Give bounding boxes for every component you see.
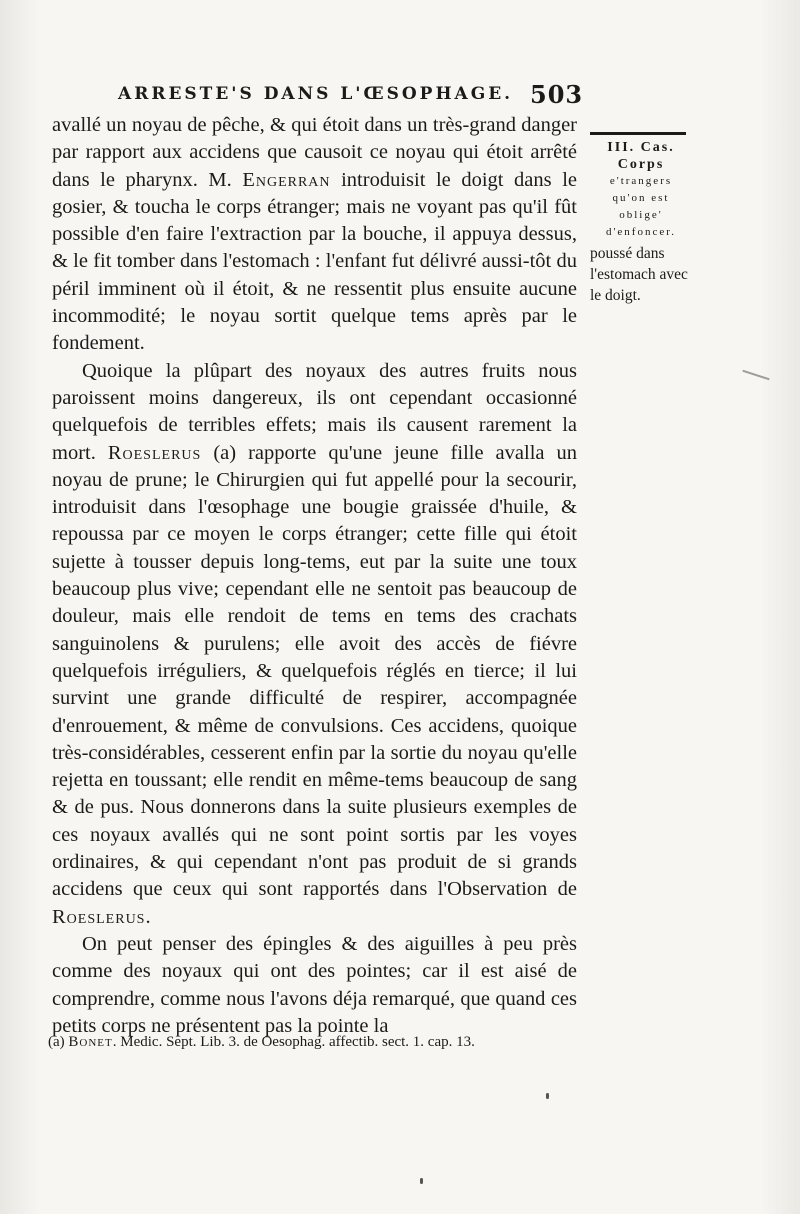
footnote-marker: (a) <box>48 1034 65 1050</box>
footnote-author: Bonet <box>68 1034 113 1050</box>
text-segment: . <box>145 905 151 928</box>
marginal-heading: qu'on est <box>612 192 670 204</box>
marginal-heading: oblige' <box>619 209 663 221</box>
text-segment: avallé un noyau de pêche, & qui étoit dans un très-grand danger par rapport aux accidens que causoit ce noyau qui étoit arrêté dans le pharynx. M. <box>52 114 577 191</box>
author-name: Engerran <box>242 168 331 191</box>
author-name: Roeslerus <box>52 905 146 928</box>
marginal-body: poussé dans l'estomach avec le doigt. <box>590 245 688 304</box>
text-segment: (a) rapporte qu'une jeune fille avalla un noyau de prune; le Chirurgien qui fut appellé pour la secourir, introduisit dans l'œsophage une bougie graissée d'huile, & repoussa par ce moyen le corps étranger; cette fille qui étoit sujette à tousser depuis long-tems, eut par la suite une toux beaucoup plus vive; cependant elle ne sentoit pas beaucoup de douleur, mais elle rendoit de tems en tems des crachats sanguinolens & purulens; elle avoit des accès de fiévre quelquefois irréguliers, & quelquefois réglés en tierce; il lui survint une grande difficulté de respirer, accompagnée d'enrouement, & même de convulsions. Ces accidens, quoique très-considérables, cesserent enfin par la sortie du noyau qu'elle rejetta en toussant; elle rendit en même-tems beaucoup de sang & de pus. Nous donnerons dans la suite plusieurs exemples de ces noyaux avallés qui ne sont point sortis par les voyes ordinaires, & qui cependant n'ont pas produit de si grands accidens que ceux qui sont rapportés dans l'Observation de <box>52 441 577 901</box>
marginal-heading: e'trangers <box>609 175 673 187</box>
main-text <box>52 112 577 1040</box>
paragraph-2 <box>52 358 577 931</box>
marginal-heading: d'enfoncer. <box>605 226 677 238</box>
text-segment: On peut penser des épingles & des aiguilles à peu près comme des noyaux qui ont des pointes; car il est aisé de comprendre, comme nous l'avons déja remarqué, que quand ces petits corps ne présentent pas la pointe la <box>52 932 577 1037</box>
paragraph-3 <box>52 931 577 1040</box>
text-segment: introduisit le doigt dans le gosier, & toucha le corps étranger; mais ne voyant pas qu'il fût possible d'en faire l'extraction par la bouche, il appuya dessus, & le fit tomber dans l'estomach : l'enfant fut délivré aussi-tôt du péril imminent où il étoit, & ne ressentit plus ensuite aucune incommodité; le noyau sortit quelque tems après par le fondement. <box>52 168 577 355</box>
paper-blemish <box>742 370 769 381</box>
page-number: 503 <box>530 80 584 109</box>
ink-spot <box>546 1093 549 1099</box>
paragraph-1 <box>52 112 577 358</box>
marginal-heading: Corps <box>617 157 665 172</box>
text-segment: Quoique la plûpart des noyaux des autres fruits nous paroissent moins dangereux, ils ont cependant occasionné quelquefois de terribles effets; mais ils causent rarement la mort. <box>52 359 577 464</box>
marginal-note <box>590 132 692 306</box>
footnote-text: . Medic. Sept. Lib. 3. de Oesophag. affectib. sect. 1. cap. 13. <box>112 1034 475 1050</box>
marginal-rule <box>590 132 686 135</box>
author-name: Roeslerus <box>107 441 202 464</box>
ink-spot <box>420 1178 423 1184</box>
marginal-case-number: III. Cas. <box>607 140 675 155</box>
footnote <box>48 1034 588 1051</box>
running-title: ARRESTE'S DANS L'ŒSOPHAGE. <box>118 84 514 104</box>
